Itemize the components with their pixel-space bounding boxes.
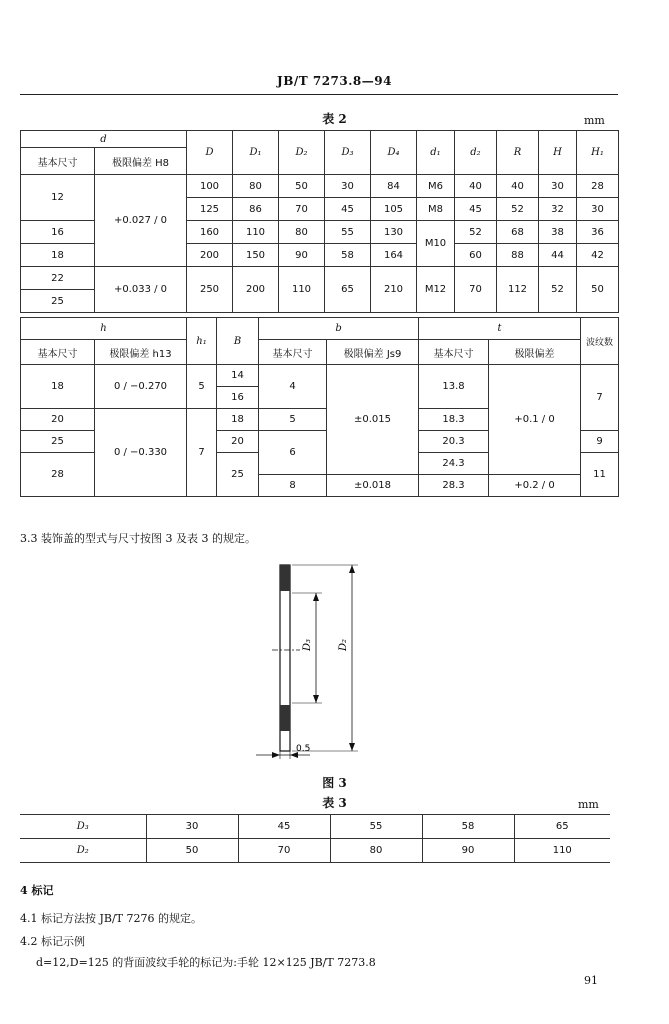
col-D2: D₂ [279, 131, 325, 175]
h-20: 20 [21, 409, 95, 431]
h-18: 18 [21, 365, 95, 409]
cell: 45 [325, 198, 371, 221]
col-tol-h8: 极限偏差 H8 [95, 148, 187, 175]
col-t: t [419, 318, 581, 340]
figure3-caption: 图 3 [322, 776, 347, 790]
cell: 58 [325, 244, 371, 267]
section4-example: d=12,D=125 的背面波纹手轮的标记为:手轮 12×125 JB/T 7273.8 [36, 956, 376, 969]
row-label-d2: D₂ [20, 839, 146, 863]
B-18: 18 [217, 409, 259, 431]
cell: 80 [233, 175, 279, 198]
col-H1: H₁ [577, 131, 619, 175]
b-6: 6 [259, 431, 327, 475]
col-D: D [187, 131, 233, 175]
waves-9: 9 [581, 431, 619, 453]
basic-18: 18 [21, 244, 95, 267]
b-5: 5 [259, 409, 327, 431]
h-28: 28 [21, 453, 95, 497]
cell: 55 [325, 221, 371, 244]
section4-item1: 4.1 标记方法按 JB/T 7276 的规定。 [20, 912, 203, 925]
col-H: H [539, 131, 577, 175]
basic-25: 25 [21, 290, 95, 313]
col-t-tol: 极限偏差 [489, 340, 581, 365]
section4-item2: 4.2 标记示例 [20, 935, 85, 948]
col-D3: D₃ [325, 131, 371, 175]
cell: 110 [233, 221, 279, 244]
cell: 28 [577, 175, 619, 198]
label-thickness: 0.5 [296, 744, 311, 754]
cell: 52 [497, 198, 539, 221]
col-b: b [259, 318, 419, 340]
waves-11: 11 [581, 453, 619, 497]
table2-unit: mm [584, 114, 605, 127]
table3 [20, 814, 610, 863]
page-number: 91 [584, 974, 598, 987]
cell: 60 [455, 244, 497, 267]
cell: 84 [371, 175, 417, 198]
col-D1: D₁ [233, 131, 279, 175]
t-20.3: 20.3 [419, 431, 489, 453]
h1-7: 7 [187, 409, 217, 497]
cell: 45 [455, 198, 497, 221]
hatch-bottom [280, 705, 290, 731]
t-18.3: 18.3 [419, 409, 489, 431]
cell: 112 [497, 267, 539, 313]
cell: 44 [539, 244, 577, 267]
cell: 80 [330, 839, 422, 863]
table3-unit: mm [578, 798, 599, 811]
table2-lower [20, 317, 619, 497]
label-d2: D₂ [338, 638, 349, 651]
cell: 150 [233, 244, 279, 267]
B-25: 25 [217, 453, 259, 497]
h-25: 25 [21, 431, 95, 453]
table-row [20, 839, 610, 863]
doc-header: JB/T 7273.8—94 [277, 74, 392, 88]
cell: 40 [455, 175, 497, 198]
hatch-top [280, 565, 290, 591]
cell: 80 [279, 221, 325, 244]
h-tol-1: 0 / −0.270 [95, 365, 187, 409]
cell: 125 [187, 198, 233, 221]
cell: 30 [539, 175, 577, 198]
cell: 45 [238, 815, 330, 839]
table3-caption: 表 3 [322, 796, 347, 810]
tol-h8-2: +0.033 / 0 [95, 267, 187, 313]
col-B: B [217, 318, 259, 365]
basic-22: 22 [21, 267, 95, 290]
h1-5: 5 [187, 365, 217, 409]
cell: 50 [146, 839, 238, 863]
table-row [20, 815, 610, 839]
b-tol-1: ±0.015 [327, 365, 419, 475]
col-waves: 波纹数 [581, 318, 619, 365]
cell: 164 [371, 244, 417, 267]
cell: 250 [187, 267, 233, 313]
cell: 52 [455, 221, 497, 244]
tol-h8-1: +0.027 / 0 [95, 175, 187, 267]
cell: 36 [577, 221, 619, 244]
section4-title: 4 标记 [20, 884, 54, 897]
col-b-basic: 基本尺寸 [259, 340, 327, 365]
cell: 160 [187, 221, 233, 244]
col-basic: 基本尺寸 [21, 148, 95, 175]
t-28.3: 28.3 [419, 475, 489, 497]
cell: 65 [514, 815, 610, 839]
b-4: 4 [259, 365, 327, 409]
cell: 42 [577, 244, 619, 267]
cell: 50 [577, 267, 619, 313]
cell: 90 [279, 244, 325, 267]
cell: 58 [422, 815, 514, 839]
cell: 210 [371, 267, 417, 313]
cell: 86 [233, 198, 279, 221]
t-tol-1: +0.1 / 0 [489, 365, 581, 475]
cell: 200 [187, 244, 233, 267]
h-tol-2: 0 / −0.330 [95, 409, 187, 497]
cell: 70 [238, 839, 330, 863]
col-d: d [21, 131, 187, 148]
basic-12: 12 [21, 175, 95, 221]
cell: 32 [539, 198, 577, 221]
cell: 30 [325, 175, 371, 198]
col-t-basic: 基本尺寸 [419, 340, 489, 365]
cell: 100 [187, 175, 233, 198]
cell: 65 [325, 267, 371, 313]
cell: 130 [371, 221, 417, 244]
figure3-drawing [250, 555, 390, 765]
t-13.8: 13.8 [419, 365, 489, 409]
cell: 110 [279, 267, 325, 313]
cell: 88 [497, 244, 539, 267]
col-h1: h₁ [187, 318, 217, 365]
cell: 105 [371, 198, 417, 221]
cell: M6 [417, 175, 455, 198]
cell: 90 [422, 839, 514, 863]
B-20: 20 [217, 431, 259, 453]
col-R: R [497, 131, 539, 175]
b-8: 8 [259, 475, 327, 497]
cell: M12 [417, 267, 455, 313]
col-b-tol: 极限偏差 Js9 [327, 340, 419, 365]
cell: M8 [417, 198, 455, 221]
cell: 200 [233, 267, 279, 313]
cell: 40 [497, 175, 539, 198]
B-14: 14 [217, 365, 259, 387]
B-16: 16 [217, 387, 259, 409]
cell: M10 [417, 221, 455, 267]
label-d3: D₃ [302, 638, 313, 651]
col-h-basic: 基本尺寸 [21, 340, 95, 365]
cell: 70 [455, 267, 497, 313]
table2-upper [20, 130, 619, 313]
cell: 52 [539, 267, 577, 313]
cell: 30 [577, 198, 619, 221]
table2-caption: 表 2 [322, 112, 347, 126]
col-d2: d₂ [455, 131, 497, 175]
cell: 70 [279, 198, 325, 221]
col-d1: d₁ [417, 131, 455, 175]
cell: 68 [497, 221, 539, 244]
cell: 30 [146, 815, 238, 839]
cell: 38 [539, 221, 577, 244]
row-label-d3: D₃ [20, 815, 146, 839]
col-D4: D₄ [371, 131, 417, 175]
t-24.3: 24.3 [419, 453, 489, 475]
para-3-3: 3.3 装饰盖的型式与尺寸按图 3 及表 3 的规定。 [20, 532, 256, 545]
basic-16: 16 [21, 221, 95, 244]
cell: 55 [330, 815, 422, 839]
col-h: h [21, 318, 187, 340]
cell: 50 [279, 175, 325, 198]
header-rule [20, 94, 618, 95]
t-tol-2: +0.2 / 0 [489, 475, 581, 497]
b-tol-2: ±0.018 [327, 475, 419, 497]
cell: 110 [514, 839, 610, 863]
waves-7: 7 [581, 365, 619, 431]
col-h-tol: 极限偏差 h13 [95, 340, 187, 365]
